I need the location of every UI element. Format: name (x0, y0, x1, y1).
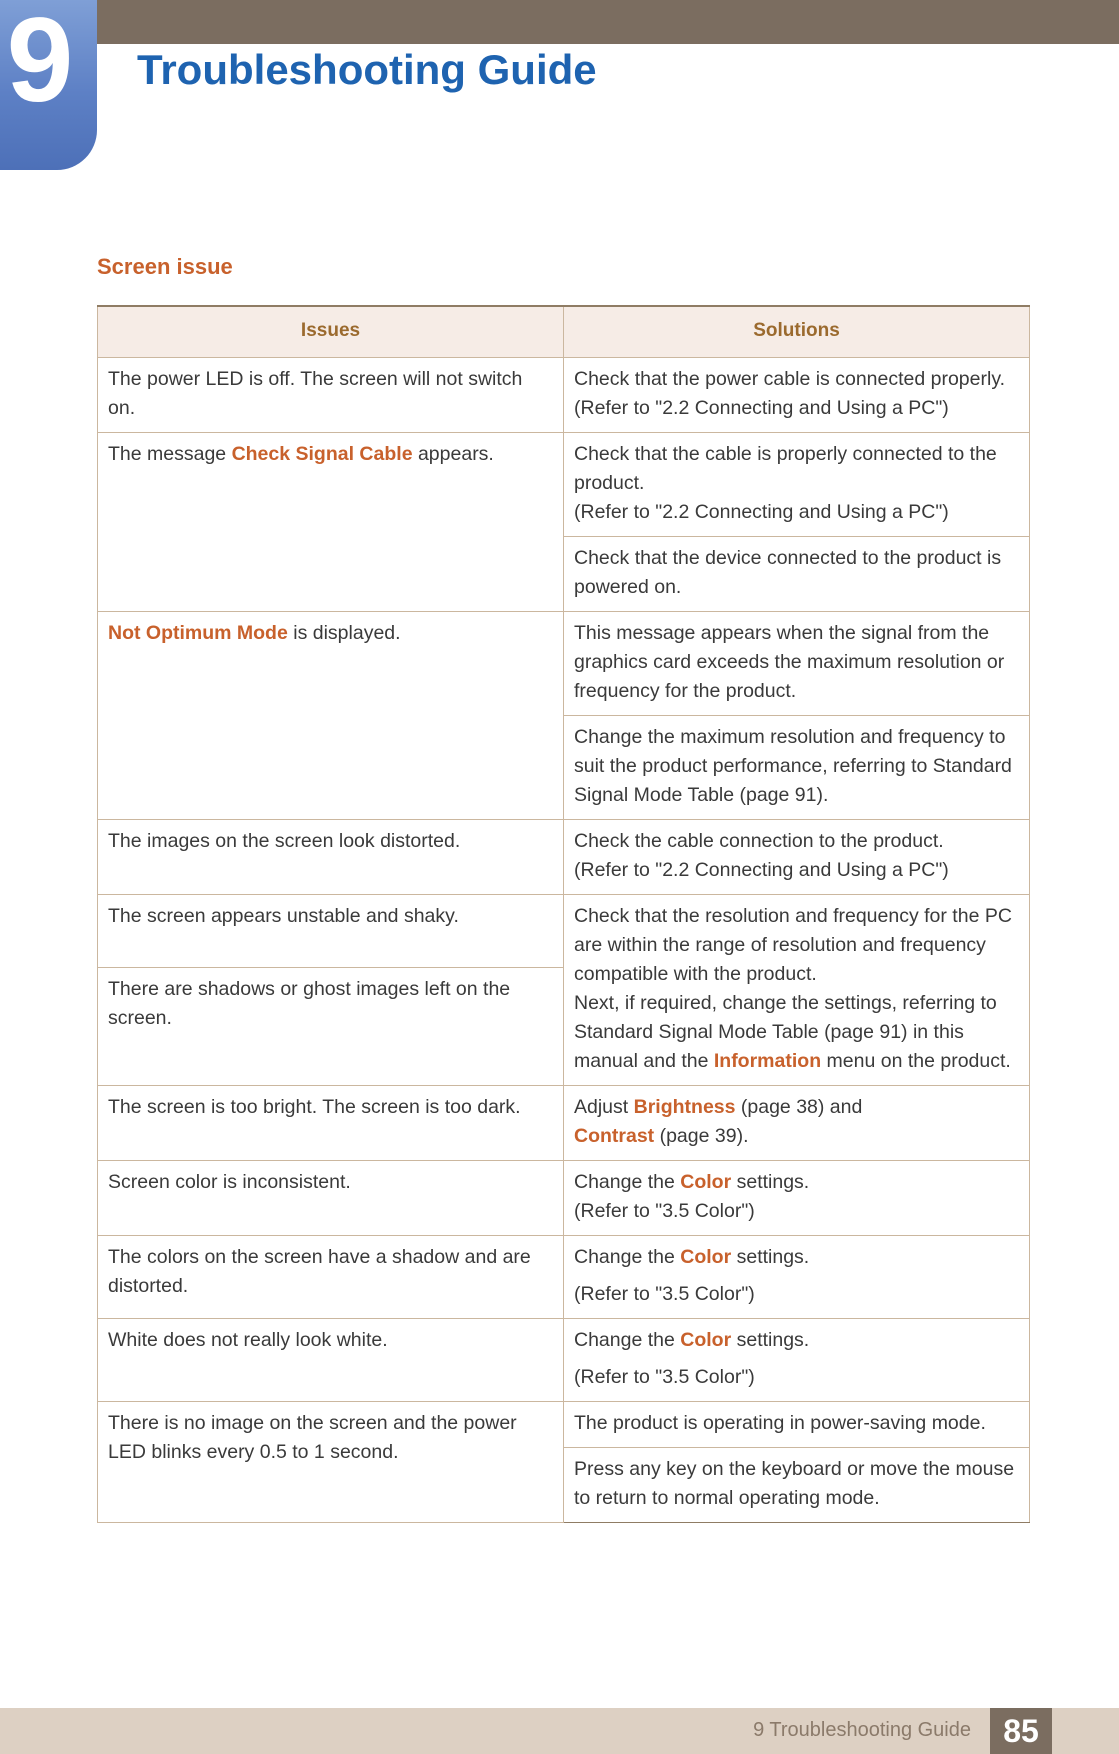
solution-text: settings. (731, 1329, 810, 1351)
highlight-term: Check Signal Cable (231, 443, 413, 465)
highlight-term: Color (680, 1171, 732, 1193)
reference-text: (Refer to "3.5 Color") (574, 1200, 755, 1222)
table-row (98, 1161, 1030, 1236)
reference-text: (Refer to "3.5 Color") (574, 1366, 755, 1388)
page-number: 85 (990, 1708, 1052, 1754)
issue-cell (98, 612, 564, 820)
solution-text: (page 38) and (735, 1096, 863, 1118)
issue-cell (98, 433, 564, 612)
solution-cell (564, 1161, 1030, 1236)
table-row (98, 820, 1030, 895)
issue-cell: There is no image on the screen and the power LED blinks every 0.5 to 1 second. (98, 1402, 564, 1523)
solution-cell (564, 895, 1030, 1086)
solution-text: settings. (731, 1171, 810, 1193)
solution-text: Adjust (574, 1096, 634, 1118)
solution-cell: The product is operating in power-saving mode. (564, 1402, 1030, 1448)
issue-cell: White does not really look white. (98, 1319, 564, 1402)
issue-cell: The screen is too bright. The screen is too dark. (98, 1086, 564, 1161)
footer-chapter-label: 9 Troubleshooting Guide (753, 1719, 971, 1741)
highlight-term: Not Optimum Mode (108, 622, 288, 644)
table-row (98, 612, 1030, 716)
table-row (98, 1319, 1030, 1402)
issue-text: The message (108, 443, 232, 465)
table-row (98, 358, 1030, 433)
solution-cell (564, 1319, 1030, 1402)
section-title: Screen issue (97, 254, 233, 279)
solution-text: menu on the product. (821, 1050, 1011, 1072)
solution-cell (564, 1086, 1030, 1161)
solution-cell (564, 1236, 1030, 1319)
solution-text: (page 39). (654, 1125, 749, 1147)
solution-cell: Check that the device connected to the product is powered on. (564, 537, 1030, 612)
issue-cell: There are shadows or ghost images left on the screen. (98, 967, 564, 1085)
solution-cell (564, 433, 1030, 537)
chapter-number: 9 (6, 0, 74, 127)
solution-text: Check that the cable is properly connected to the product. (574, 443, 997, 494)
solution-text: Check that the resolution and frequency for the PC are within the range of resolution and frequency compatible with the product. (574, 905, 1012, 985)
solution-cell: This message appears when the signal from the graphics card exceeds the maximum resolution or frequency for the product. (564, 612, 1030, 716)
solution-cell (564, 820, 1030, 895)
reference-text: (Refer to "2.2 Connecting and Using a PC") (574, 397, 949, 419)
reference-text: (Refer to "3.5 Color") (574, 1283, 755, 1305)
solution-text: settings. (731, 1246, 810, 1268)
solution-cell: Change the maximum resolution and frequency to suit the product performance, referring to Standard Signal Mode Table (page 91). (564, 716, 1030, 820)
chapter-tab (0, 0, 97, 170)
issue-cell: Screen color is inconsistent. (98, 1161, 564, 1236)
table-row (98, 895, 1030, 968)
reference-text: (Refer to "2.2 Connecting and Using a PC") (574, 501, 949, 523)
highlight-term: Contrast (574, 1125, 655, 1147)
solution-cell (564, 358, 1030, 433)
table-row (98, 1402, 1030, 1448)
table-row (98, 433, 1030, 537)
header-solutions: Solutions (564, 306, 1030, 358)
solution-text: Change the (574, 1329, 681, 1351)
highlight-term: Brightness (633, 1096, 736, 1118)
issue-cell: The screen appears unstable and shaky. (98, 895, 564, 968)
issue-cell: The power LED is off. The screen will not switch on. (98, 358, 564, 433)
highlight-term: Color (680, 1329, 732, 1351)
troubleshooting-table (97, 305, 1030, 1523)
solution-text: Check that the power cable is connected properly. (574, 368, 1006, 390)
table-row (98, 1236, 1030, 1319)
issue-text: is displayed. (287, 622, 401, 644)
solution-cell: Press any key on the keyboard or move the mouse to return to normal operating mode. (564, 1448, 1030, 1523)
solution-text: Next, if required, change the settings, referring to Standard Signal Mode Table (page 91) in this manual and the (574, 992, 997, 1072)
issue-cell: The colors on the screen have a shadow and are distorted. (98, 1236, 564, 1319)
page-title: Troubleshooting Guide (137, 46, 597, 93)
issue-cell: The images on the screen look distorted. (98, 820, 564, 895)
solution-text: Check the cable connection to the product. (574, 830, 944, 852)
table-row (98, 1086, 1030, 1161)
highlight-term: Information (713, 1050, 822, 1072)
issue-text: appears. (412, 443, 494, 465)
highlight-term: Color (680, 1246, 732, 1268)
header-issues: Issues (98, 306, 564, 358)
reference-text: (Refer to "2.2 Connecting and Using a PC") (574, 859, 949, 881)
solution-text: Change the (574, 1246, 681, 1268)
top-bar (0, 0, 1119, 44)
solution-text: Change the (574, 1171, 681, 1193)
table-header-row (98, 306, 1030, 358)
